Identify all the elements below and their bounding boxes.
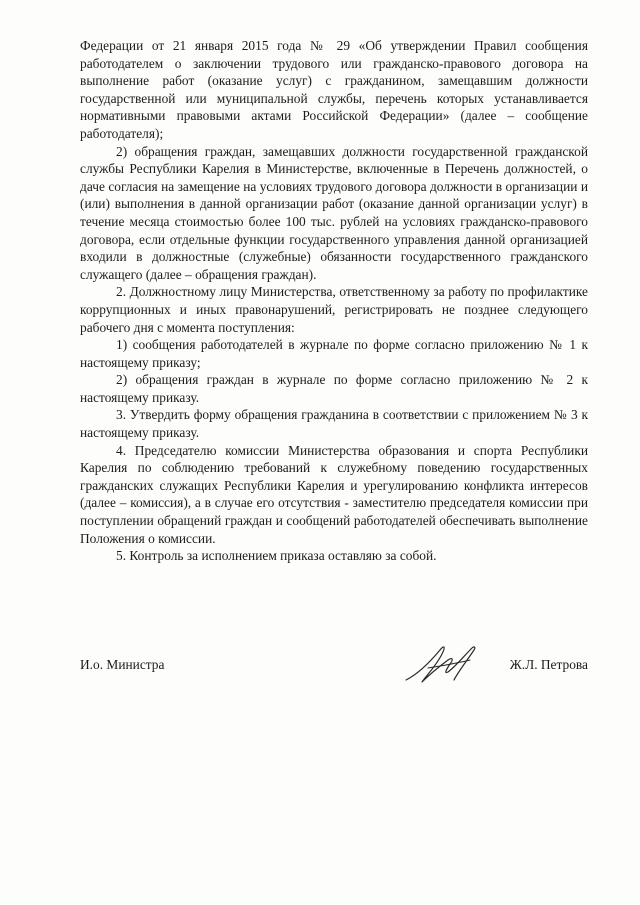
paragraph-clause-4: 4. Председателю комиссии Министерства образования и спорта Республики Карелия по соблюдению требований к служебному поведению государственных гражданских служащих Республики Карелия и урегулированию конфликта интересов (далее – комиссия), а в случае его отсутствия - заместителю председателя комиссии при поступлении обращений граждан и сообщений работодателей обеспечивать выполнение Положения о комиссии. — [80, 442, 588, 546]
document-body — [80, 37, 588, 565]
paragraph-continuation: Федерации от 21 января 2015 года № 29 «Об утверждении Правил сообщения работодателем о заключении трудового или гражданско-правового договора на выполнение работ (оказание услуг) с гражданином, замещавшим должности государственной или муниципальной службы, перечень которых устанавливается нормативными правовыми актами Российской Федерации» (далее – сообщение работодателя); — [80, 38, 588, 141]
handwritten-signature-icon — [400, 640, 490, 688]
paragraph-subitem-2: 2) обращения граждан в журнале по форме согласно приложению № 2 к настоящему приказу. — [80, 372, 588, 405]
paragraph-clause-5: 5. Контроль за исполнением приказа оставляю за собой. — [116, 548, 437, 564]
signer-position: И.о. Министра — [80, 657, 165, 672]
paragraph-subitem-1: 1) сообщения работодателей в журнале по форме согласно приложению № 1 к настоящему приказу; — [80, 337, 588, 370]
signer-name: Ж.Л. Петрова — [509, 657, 588, 672]
signature-block — [80, 654, 588, 694]
paragraph-clause-3: 3. Утвердить форму обращения гражданина в соответствии с приложением № 3 к настоящему приказу. — [80, 407, 588, 441]
paragraph-item-2-appeals: 2) обращения граждан, замещавших должности государственной гражданской службы Республики Карелия в Министерстве, включенные в Перечень должностей, о даче согласия на замещение на условиях трудового договора должности в организации и (или) выполнения в данной организации работ (оказание данной организации услуг) в течение месяца стоимостью более 100 тыс. рублей на условиях гражданско-правового договора, если отдельные функции государственного управления данной организацией входили в должностные (служебные) обязанности государственного гражданского служащего (далее – обращения граждан). — [80, 143, 588, 282]
paragraph-clause-2: 2. Должностному лицу Министерства, ответственному за работу по профилактике коррупционных и иных правонарушений, регистрировать не позднее следующего рабочего дня с момента поступления: — [80, 284, 588, 335]
